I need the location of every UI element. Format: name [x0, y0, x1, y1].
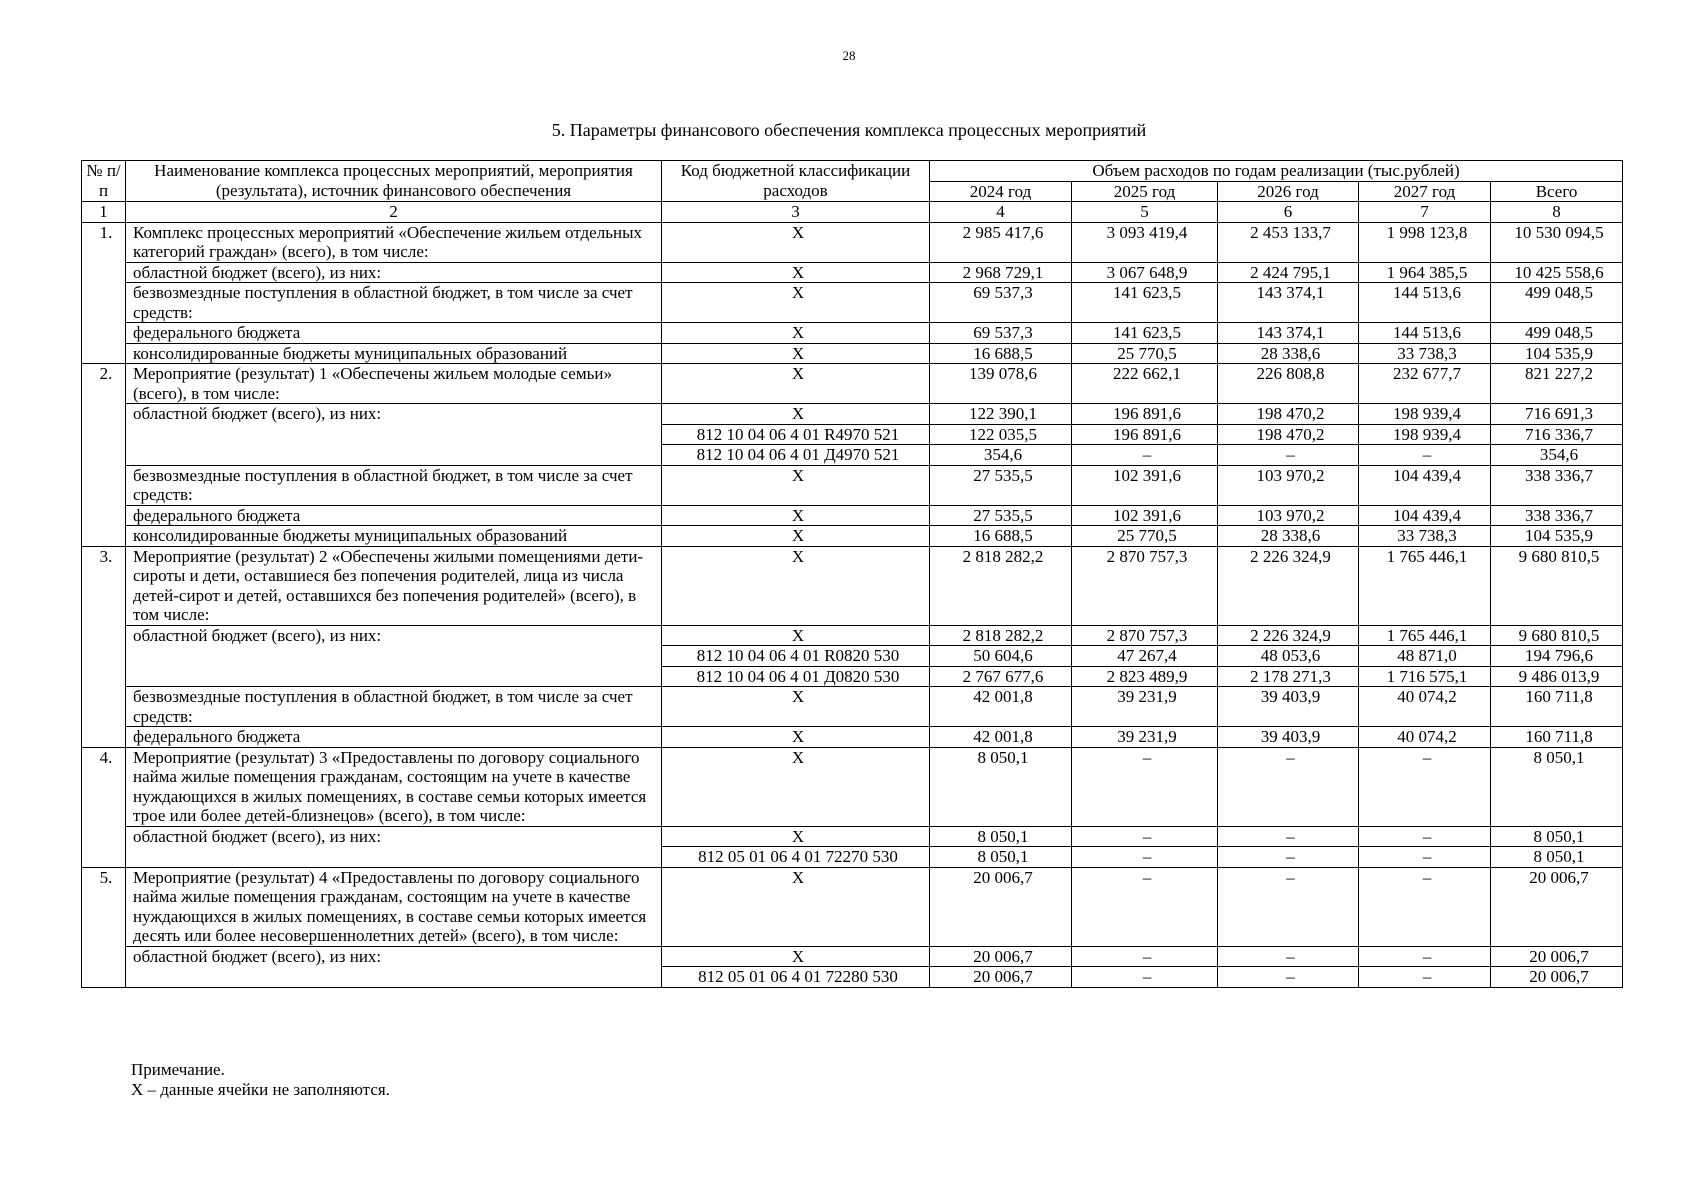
year-value: 42 001,8 [930, 727, 1072, 748]
table-row [82, 687, 1623, 727]
year-value: 196 891,6 [1072, 404, 1218, 425]
row-name: областной бюджет (всего), из них: [126, 946, 662, 987]
row-number: 3. [82, 546, 126, 747]
year-value: 104 439,4 [1359, 465, 1491, 505]
column-number: 2 [126, 202, 662, 223]
year-value: 198 470,2 [1218, 404, 1359, 425]
row-name: Мероприятие (результат) 4 «Предоставлены по договору социального найма жилые помещения гражданам, состоящим на учете в качестве нуждающихся в жилых помещениях, в составе семьи которых имеется десять или более несовершеннолетних детей» (всего), в том числе: [126, 867, 662, 946]
table-row [82, 343, 1623, 364]
year-value: – [1359, 967, 1491, 988]
total-value: 338 336,7 [1491, 465, 1623, 505]
year-value: 33 738,3 [1359, 526, 1491, 547]
year-value: 354,6 [930, 445, 1072, 466]
total-value: 160 711,8 [1491, 727, 1623, 748]
year-value: 2 453 133,7 [1218, 222, 1359, 262]
total-value: 20 006,7 [1491, 967, 1623, 988]
table-row [82, 465, 1623, 505]
total-value: 8 050,1 [1491, 747, 1623, 826]
year-value: 25 770,5 [1072, 526, 1218, 547]
note [131, 1060, 390, 1100]
year-value: – [1072, 946, 1218, 967]
year-value: 28 338,6 [1218, 343, 1359, 364]
year-value: 2 767 677,6 [930, 666, 1072, 687]
budget-code: X [662, 222, 930, 262]
row-name: федерального бюджета [126, 323, 662, 344]
total-value: 9 486 013,9 [1491, 666, 1623, 687]
year-value: 48 053,6 [1218, 646, 1359, 667]
year-value: 39 231,9 [1072, 687, 1218, 727]
year-value: 143 374,1 [1218, 323, 1359, 344]
column-number: 5 [1072, 202, 1218, 223]
header-year: 2024 год [930, 181, 1072, 202]
table-header [82, 161, 1623, 223]
year-value: 69 537,3 [930, 283, 1072, 323]
year-value: 1 964 385,5 [1359, 262, 1491, 283]
header-year: 2025 год [1072, 181, 1218, 202]
total-value: 104 535,9 [1491, 526, 1623, 547]
year-value: 141 623,5 [1072, 323, 1218, 344]
year-value: 20 006,7 [930, 867, 1072, 946]
year-value: 144 513,6 [1359, 323, 1491, 344]
total-value: 716 691,3 [1491, 404, 1623, 425]
row-name: Мероприятие (результат) 1 «Обеспечены жильем молодые семьи» (всего), в том числе: [126, 364, 662, 404]
total-value: 194 796,6 [1491, 646, 1623, 667]
year-value: – [1218, 826, 1359, 847]
budget-code: X [662, 262, 930, 283]
table-row [82, 323, 1623, 344]
year-value: 232 677,7 [1359, 364, 1491, 404]
row-name: областной бюджет (всего), из них: [126, 826, 662, 867]
year-value: 222 662,1 [1072, 364, 1218, 404]
total-value: 104 535,9 [1491, 343, 1623, 364]
budget-code: 812 10 04 06 4 01 R0820 530 [662, 646, 930, 667]
year-value: 2 178 271,3 [1218, 666, 1359, 687]
year-value: 33 738,3 [1359, 343, 1491, 364]
year-value: 27 535,5 [930, 505, 1072, 526]
year-value: 198 939,4 [1359, 424, 1491, 445]
total-value: 8 050,1 [1491, 847, 1623, 868]
total-value: 338 336,7 [1491, 505, 1623, 526]
year-value: 16 688,5 [930, 343, 1072, 364]
row-name: Комплекс процессных мероприятий «Обеспечение жильем отдельных категорий граждан» (всего), в том числе: [126, 222, 662, 262]
total-value: 8 050,1 [1491, 826, 1623, 847]
budget-code: X [662, 687, 930, 727]
year-value: 39 231,9 [1072, 727, 1218, 748]
budget-code: X [662, 625, 930, 646]
total-value: 160 711,8 [1491, 687, 1623, 727]
total-value: 10 425 558,6 [1491, 262, 1623, 283]
year-value: 25 770,5 [1072, 343, 1218, 364]
year-value: – [1072, 967, 1218, 988]
total-value: 9 680 810,5 [1491, 546, 1623, 625]
row-name: безвозмездные поступления в областной бюджет, в том числе за счет средств: [126, 687, 662, 727]
year-value: 141 623,5 [1072, 283, 1218, 323]
year-value: 2 226 324,9 [1218, 546, 1359, 625]
row-name: безвозмездные поступления в областной бюджет, в том числе за счет средств: [126, 283, 662, 323]
column-number: 7 [1359, 202, 1491, 223]
total-value: 9 680 810,5 [1491, 625, 1623, 646]
table-row [82, 505, 1623, 526]
year-value: – [1072, 867, 1218, 946]
row-number: 2. [82, 364, 126, 547]
budget-code: 812 05 01 06 4 01 72280 530 [662, 967, 930, 988]
table-row [82, 867, 1623, 946]
column-number: 6 [1218, 202, 1359, 223]
table-body [82, 222, 1623, 987]
budget-code: X [662, 364, 930, 404]
year-value: – [1359, 826, 1491, 847]
table-row [82, 747, 1623, 826]
document-title: 5. Параметры финансового обеспечения комплекса процессных мероприятий [551, 120, 1147, 140]
total-value: 821 227,2 [1491, 364, 1623, 404]
year-value: 40 074,2 [1359, 727, 1491, 748]
row-number: 1. [82, 222, 126, 364]
budget-code: X [662, 867, 930, 946]
year-value: 8 050,1 [930, 847, 1072, 868]
table-row [82, 283, 1623, 323]
year-value: 47 267,4 [1072, 646, 1218, 667]
total-value: 354,6 [1491, 445, 1623, 466]
year-value: 3 067 648,9 [1072, 262, 1218, 283]
year-value: 69 537,3 [930, 323, 1072, 344]
year-value: – [1218, 445, 1359, 466]
year-value: 3 093 419,4 [1072, 222, 1218, 262]
year-value: 198 470,2 [1218, 424, 1359, 445]
year-value: 196 891,6 [1072, 424, 1218, 445]
year-value: 20 006,7 [930, 946, 1072, 967]
header-year: 2027 год [1359, 181, 1491, 202]
header-total: Всего [1491, 181, 1623, 202]
year-value: 2 226 324,9 [1218, 625, 1359, 646]
year-value: – [1218, 867, 1359, 946]
column-number: 3 [662, 202, 930, 223]
year-value: 139 078,6 [930, 364, 1072, 404]
year-value: 8 050,1 [930, 747, 1072, 826]
year-value: – [1359, 747, 1491, 826]
year-value: 1 998 123,8 [1359, 222, 1491, 262]
year-value: – [1359, 847, 1491, 868]
row-name: Мероприятие (результат) 2 «Обеспечены жилыми помещениями дети-сироты и дети, оставшиеся без попечения родителей, лица из числа детей-сирот и детей, оставшихся без попечения родителей» (всего), в том числе: [126, 546, 662, 625]
budget-code: X [662, 505, 930, 526]
table-row [82, 262, 1623, 283]
budget-code: X [662, 283, 930, 323]
budget-code: X [662, 343, 930, 364]
year-value: 198 939,4 [1359, 404, 1491, 425]
budget-code: 812 10 04 06 4 01 Д4970 521 [662, 445, 930, 466]
year-value: 8 050,1 [930, 826, 1072, 847]
column-number: 1 [82, 202, 126, 223]
year-value: 1 765 446,1 [1359, 625, 1491, 646]
table-row [82, 546, 1623, 625]
year-value: 39 403,9 [1218, 727, 1359, 748]
year-value: 103 970,2 [1218, 505, 1359, 526]
year-value: 27 535,5 [930, 465, 1072, 505]
year-value: 2 968 729,1 [930, 262, 1072, 283]
row-name: Мероприятие (результат) 3 «Предоставлены по договору социального найма жилые помещения гражданам, состоящим на учете в качестве нуждающихся в жилых помещениях, в составе семьи которых имеется трое или более детей-близнецов» (всего), в том числе: [126, 747, 662, 826]
year-value: 226 808,8 [1218, 364, 1359, 404]
budget-code: X [662, 727, 930, 748]
budget-code: 812 10 04 06 4 01 Д0820 530 [662, 666, 930, 687]
year-value: 40 074,2 [1359, 687, 1491, 727]
year-value: 143 374,1 [1218, 283, 1359, 323]
header-name: Наименование комплекса процессных мероприятий, мероприятия (результата), источник финансового обеспечения [126, 161, 662, 202]
year-value: 20 006,7 [930, 967, 1072, 988]
total-value: 716 336,7 [1491, 424, 1623, 445]
row-name: федерального бюджета [126, 727, 662, 748]
column-number: 4 [930, 202, 1072, 223]
year-value: – [1218, 967, 1359, 988]
table-row [82, 625, 1623, 646]
year-value: 2 823 489,9 [1072, 666, 1218, 687]
budget-code: 812 10 04 06 4 01 R4970 521 [662, 424, 930, 445]
row-name: областной бюджет (всего), из них: [126, 625, 662, 687]
budget-code: X [662, 546, 930, 625]
total-value: 20 006,7 [1491, 867, 1623, 946]
page-number: 28 [842, 48, 856, 63]
year-value: 2 870 757,3 [1072, 625, 1218, 646]
year-value: 104 439,4 [1359, 505, 1491, 526]
total-value: 10 530 094,5 [1491, 222, 1623, 262]
table-row [82, 946, 1623, 967]
year-value: – [1072, 847, 1218, 868]
header-number: № п/п [82, 161, 126, 202]
table-row [82, 222, 1623, 262]
year-value: – [1072, 826, 1218, 847]
year-value: 50 604,6 [930, 646, 1072, 667]
year-value: – [1359, 445, 1491, 466]
year-value: 2 818 282,2 [930, 546, 1072, 625]
year-value: – [1072, 445, 1218, 466]
total-value: 499 048,5 [1491, 323, 1623, 344]
year-value: 16 688,5 [930, 526, 1072, 547]
note-title: Примечание. [131, 1060, 225, 1079]
budget-code: X [662, 323, 930, 344]
year-value: 103 970,2 [1218, 465, 1359, 505]
year-value: 122 390,1 [930, 404, 1072, 425]
table-row [82, 404, 1623, 425]
year-value: – [1218, 946, 1359, 967]
year-value: 28 338,6 [1218, 526, 1359, 547]
year-value: – [1072, 747, 1218, 826]
row-number: 4. [82, 747, 126, 867]
row-name: безвозмездные поступления в областной бюджет, в том числе за счет средств: [126, 465, 662, 505]
financing-table [81, 160, 1623, 988]
budget-code: X [662, 465, 930, 505]
year-value: 42 001,8 [930, 687, 1072, 727]
table-row [82, 826, 1623, 847]
row-name: федерального бюджета [126, 505, 662, 526]
column-number: 8 [1491, 202, 1623, 223]
year-value: 122 035,5 [930, 424, 1072, 445]
row-name: областной бюджет (всего), из них: [126, 262, 662, 283]
year-value: – [1359, 946, 1491, 967]
header-year: 2026 год [1218, 181, 1359, 202]
year-value: – [1218, 847, 1359, 868]
budget-code: X [662, 747, 930, 826]
row-number: 5. [82, 867, 126, 987]
year-value: 2 424 795,1 [1218, 262, 1359, 283]
header-volume: Объем расходов по годам реализации (тыс.рублей) [930, 161, 1623, 182]
year-value: 2 870 757,3 [1072, 546, 1218, 625]
table-row [82, 727, 1623, 748]
table-row [82, 364, 1623, 404]
budget-code: X [662, 826, 930, 847]
year-value: 2 818 282,2 [930, 625, 1072, 646]
row-name: областной бюджет (всего), из них: [126, 404, 662, 466]
year-value: 1 716 575,1 [1359, 666, 1491, 687]
year-value: 2 985 417,6 [930, 222, 1072, 262]
year-value: 144 513,6 [1359, 283, 1491, 323]
year-value: – [1218, 747, 1359, 826]
year-value: – [1359, 867, 1491, 946]
budget-code: 812 05 01 06 4 01 72270 530 [662, 847, 930, 868]
year-value: 1 765 446,1 [1359, 546, 1491, 625]
column-numbers-row [82, 202, 1623, 223]
row-name: консолидированные бюджеты муниципальных образований [126, 526, 662, 547]
row-name: консолидированные бюджеты муниципальных образований [126, 343, 662, 364]
table-row [82, 526, 1623, 547]
year-value: 102 391,6 [1072, 465, 1218, 505]
year-value: 48 871,0 [1359, 646, 1491, 667]
total-value: 20 006,7 [1491, 946, 1623, 967]
year-value: 102 391,6 [1072, 505, 1218, 526]
budget-code: X [662, 526, 930, 547]
budget-code: X [662, 946, 930, 967]
header-code: Код бюджетной классификации расходов [662, 161, 930, 202]
year-value: 39 403,9 [1218, 687, 1359, 727]
total-value: 499 048,5 [1491, 283, 1623, 323]
budget-code: X [662, 404, 930, 425]
note-text: X – данные ячейки не заполняются. [131, 1080, 390, 1099]
